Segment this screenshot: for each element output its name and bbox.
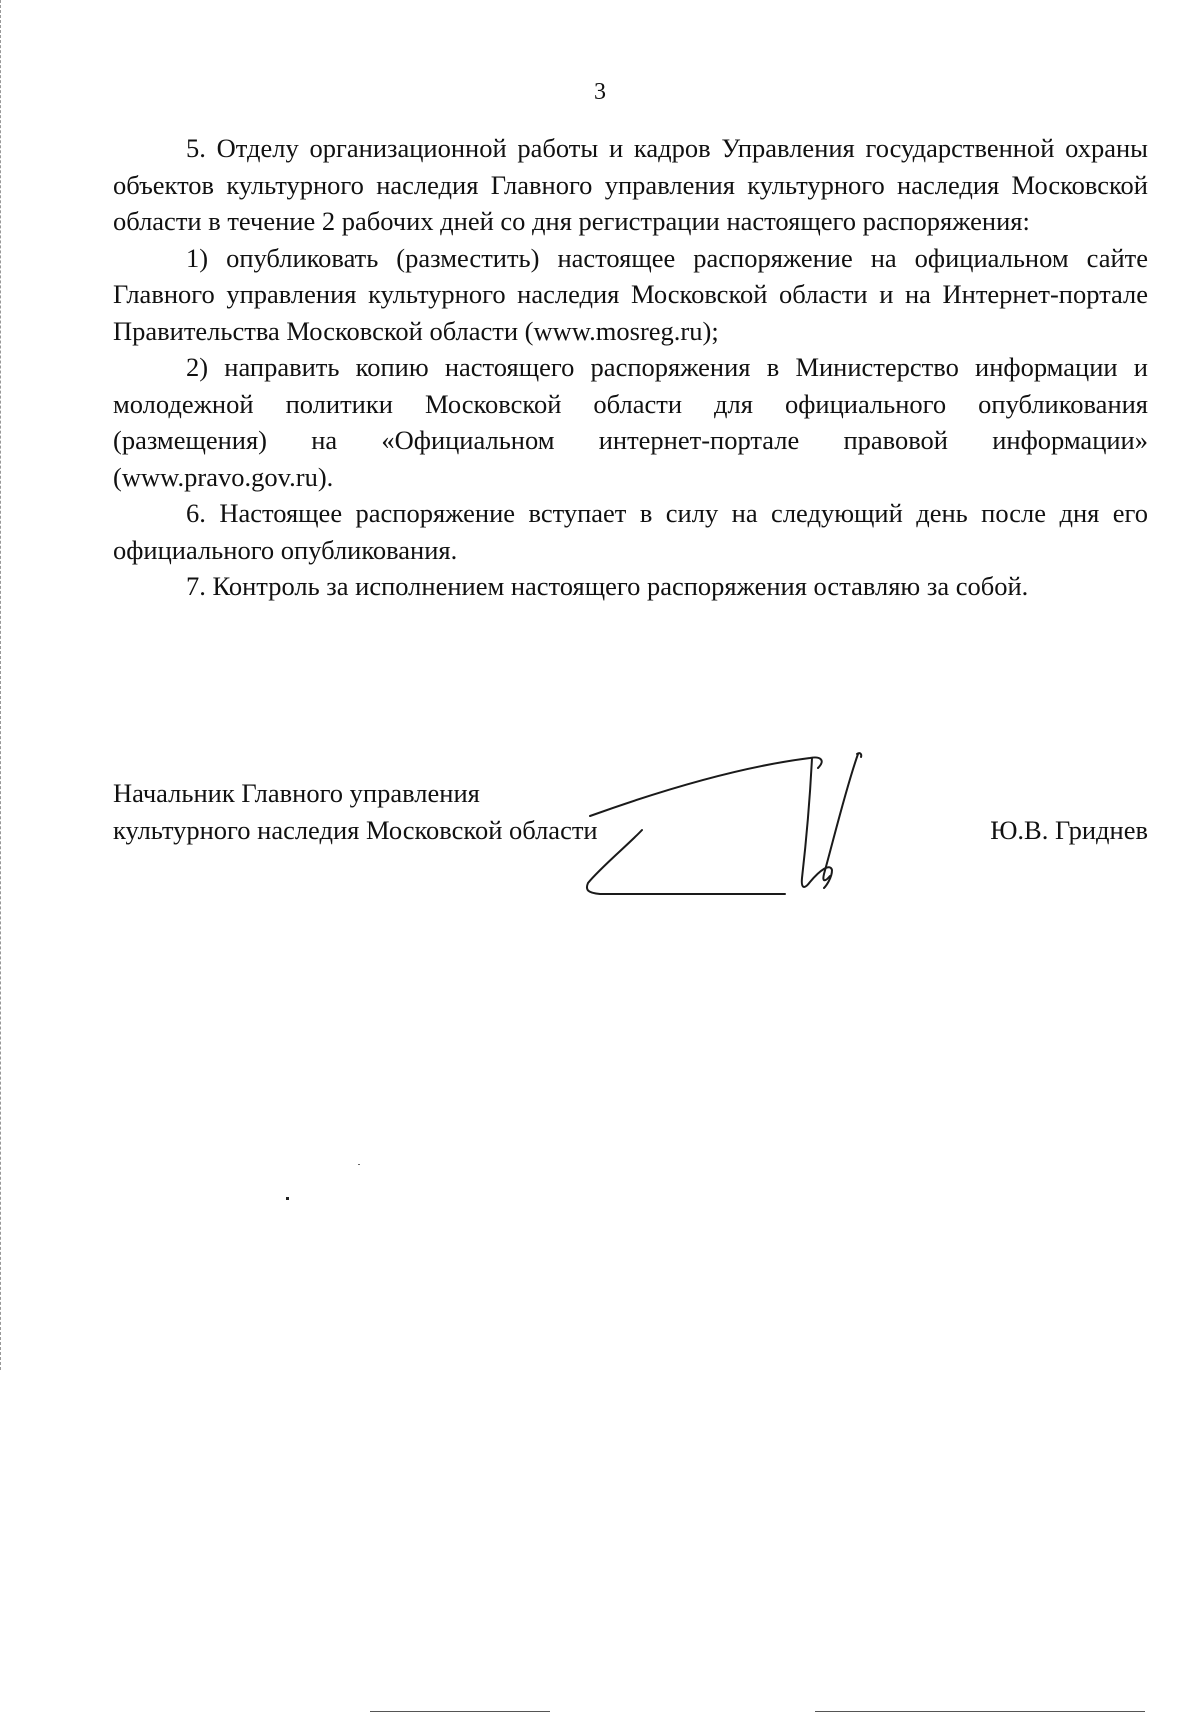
signatory-name: Ю.В. Гриднев [990,814,1148,845]
paragraph-5-2: 2) направить копию настоящего распоряжения в Министерство информации и молодежной политики Московской области для официального опубликования (размещения) на «Официальном интернет-портале правовой информации» (www.pravo.gov.ru). [113,352,1148,492]
paragraph-5: 5. Отделу организационной работы и кадров Управления государственной охраны объектов культурного наследия Главного управления культурного наследия Московской области в течение 2 рабочих дней со дня регистрации настоящего распоряжения: [113,133,1148,236]
paragraph-5-1: 1) опубликовать (разместить) настоящее распоряжение на официальном сайте Главного управления культурного наследия Московской области и на Интернет-портале Правительства Московской области (www.mosreg.ru); [113,242,1148,346]
document-body [113,130,1148,605]
scan-bottom-mark [370,1711,550,1712]
handwritten-signature [580,748,900,908]
page-number: 3 [594,79,606,105]
paragraph-7: 7. Контроль за исполнением настоящего распоряжения оставляю за собой. [186,571,1029,601]
signatory-position-line-1: Начальник Главного управления [113,778,480,808]
scan-speck [358,1164,360,1165]
scan-bottom-mark [815,1711,1145,1712]
scan-left-edge [0,0,4,1370]
signatory-position-line-2: культурного наследия Московской области [113,814,598,845]
scan-speck [286,1197,289,1200]
signatory-position [113,775,633,848]
paragraph-6: 6. Настоящее распоряжение вступает в силу на следующий день после дня его официального опубликования. [113,498,1148,565]
